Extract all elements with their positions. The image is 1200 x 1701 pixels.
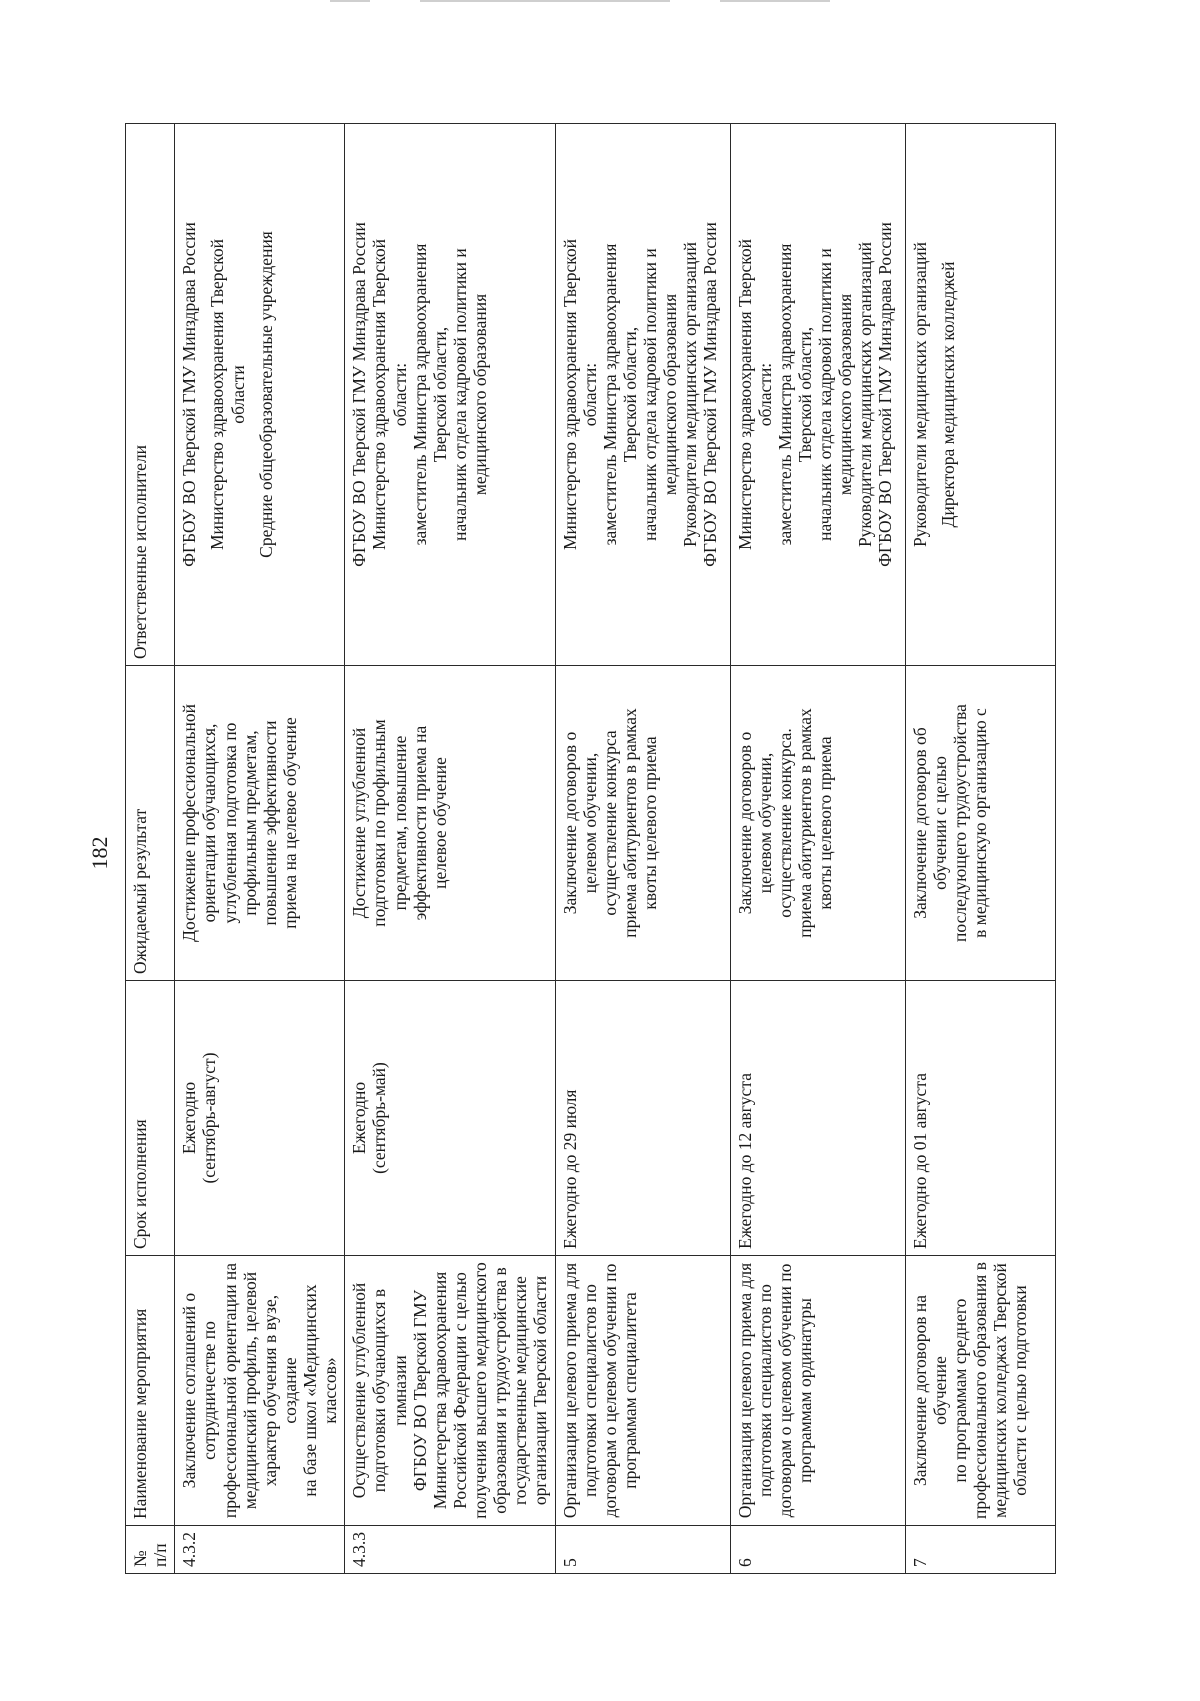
responsible-line: заместитель Министра здравоохранения — [409, 243, 430, 546]
rotated-sheet — [125, 124, 1031, 1574]
row-number: 4.3.2 — [175, 1526, 345, 1574]
responsible-line: Тверской области, — [619, 326, 640, 463]
result-line: профильным предметам, — [239, 730, 260, 916]
activity-line: программам специалитета — [619, 1292, 640, 1489]
result-cell — [345, 666, 555, 981]
activity-cell — [175, 1256, 345, 1526]
activity-line: Министерства здравоохранения — [429, 1271, 450, 1510]
result-cell — [555, 666, 730, 981]
activity-line: медицинский профиль, целевой — [239, 1271, 260, 1510]
result-line: приема на целевое обучение — [279, 717, 300, 929]
responsible-line: медицинского образования — [835, 293, 856, 496]
term-cell — [345, 981, 555, 1256]
term-line: Ежегодно — [349, 1081, 370, 1155]
result-line: предметам, повышение — [389, 735, 410, 911]
activity-line: ФГБОУ ВО Тверской ГМУ — [409, 1289, 430, 1492]
row-number: 4.3.3 — [345, 1526, 555, 1574]
result-line: осуществление конкурса — [599, 730, 620, 916]
row-number: 7 — [905, 1526, 1055, 1574]
table-row — [905, 124, 1055, 1574]
result-line: целевом обучении, — [754, 752, 775, 894]
activity-line: получения высшего медицинского — [470, 1262, 490, 1519]
result-line: приема абитуриентов в рамках — [794, 708, 815, 938]
responsible-line: области — [227, 365, 248, 424]
term-line: Ежегодно — [179, 1081, 200, 1155]
result-line: Достижение углубленной — [349, 727, 370, 919]
row-number: 6 — [730, 1526, 905, 1574]
table-row — [175, 124, 345, 1574]
scan-edge-mark — [330, 0, 370, 2]
activity-line: характер обучения в вузе, создание — [259, 1294, 300, 1487]
activity-line: договорам о целевом обучении по — [599, 1263, 620, 1518]
activity-line: на базе школ «Медицинских классов» — [300, 1284, 341, 1497]
activity-line: Заключение договоров на обучение — [909, 1295, 950, 1486]
responsible-line: заместитель Министра здравоохранения — [599, 243, 620, 546]
activity-line: программам ординатуры — [794, 1298, 815, 1483]
activity-line: Организация целевого приема для — [559, 1262, 580, 1519]
result-line: квоты целевого приема — [640, 736, 660, 910]
result-line: ориентации обучающихся, — [199, 723, 220, 923]
result-line: повышение эффективности — [259, 720, 280, 926]
activity-line: Организация целевого приема для — [734, 1262, 755, 1519]
responsible-line: медицинского образования — [660, 293, 681, 496]
result-line: приема абитуриентов в рамках — [619, 708, 640, 938]
responsible-line: ФГБОУ ВО Тверской ГМУ Минздрава России — [179, 222, 200, 567]
responsible-line: Средние общеобразовательные учреждения — [255, 231, 276, 558]
scan-edge-mark — [720, 0, 830, 2]
result-cell — [175, 666, 345, 981]
activity-line: медицинских колледжах Тверской — [990, 1263, 1010, 1518]
result-line: квоты целевого приема — [815, 736, 835, 910]
responsible-cell — [345, 124, 555, 666]
activity-line: подготовки обучающихся в гимназии — [369, 1288, 410, 1493]
term-line: Ежегодно до 01 августа — [909, 1073, 930, 1249]
page-number: 182 — [87, 836, 112, 870]
activity-line: образования и трудоустройства в — [490, 1267, 511, 1514]
term-line: (сентябрь-август) — [199, 1052, 220, 1184]
scan-edge-mark — [420, 0, 670, 2]
activity-line: договорам о целевом обучении по — [774, 1263, 795, 1518]
responsible-line: Директора медицинских колледжей — [937, 261, 958, 528]
responsible-line: Министерство здравоохранения Тверской — [207, 238, 228, 551]
result-line: в медицинскую организацию с — [969, 708, 990, 938]
term-cell — [555, 981, 730, 1256]
table-row — [730, 124, 905, 1574]
responsible-line: Руководители медицинских организаций — [855, 241, 876, 548]
responsible-line: ФГБОУ ВО Тверской ГМУ Минздрава России — [349, 222, 370, 567]
activity-line: государственные медицинские — [510, 1276, 531, 1505]
responsible-cell — [730, 124, 905, 666]
activity-line: области с целью подготовки — [1010, 1285, 1031, 1496]
activity-line: подготовки специалистов по — [579, 1284, 600, 1497]
responsible-line: Министерство здравоохранения Тверской — [559, 238, 580, 551]
result-line: Достижение профессиональной — [179, 704, 200, 942]
activity-line: организации Тверской области — [530, 1275, 551, 1506]
table-row — [345, 124, 555, 1574]
result-line: целевое обучение — [429, 757, 450, 889]
term-line: Ежегодно до 12 августа — [734, 1073, 755, 1249]
result-line: Заключение договоров о — [559, 731, 580, 915]
header-activity: Наименование мероприятия — [126, 1256, 175, 1526]
header-row — [126, 124, 175, 1574]
activities-table — [125, 123, 1056, 1574]
responsible-line: начальник отдела кадровой политики и — [815, 248, 835, 541]
table-body — [175, 124, 1055, 1574]
activity-line: Российской Федерации с целью — [449, 1272, 470, 1509]
header-term: Срок исполнения — [126, 981, 175, 1256]
responsible-line: области: — [579, 362, 600, 427]
activity-line: подготовки специалистов по — [754, 1284, 775, 1497]
result-line: подготовки по профильным — [369, 719, 390, 927]
activity-cell — [555, 1256, 730, 1526]
responsible-cell — [555, 124, 730, 666]
term-line: (сентябрь-май) — [369, 1062, 390, 1174]
responsible-line: ФГБОУ ВО Тверской ГМУ Минздрава России — [875, 222, 896, 567]
header-number-line: п/п — [150, 1543, 171, 1567]
activity-line: Заключение соглашений о — [179, 1292, 200, 1489]
header-number — [126, 1526, 175, 1574]
responsible-line: области: — [754, 362, 775, 427]
responsible-line: заместитель Министра здравоохранения — [774, 243, 795, 546]
responsible-line: Тверской области, — [794, 326, 815, 463]
term-cell — [175, 981, 345, 1256]
activity-cell — [345, 1256, 555, 1526]
responsible-line: ФГБОУ ВО Тверской ГМУ Минздрава России — [700, 222, 721, 567]
result-line: углубленная подготовка по — [219, 722, 240, 924]
responsible-line: начальник отдела кадровой политики и — [449, 248, 470, 541]
responsible-line: Руководители медицинских организаций — [909, 241, 930, 548]
table-row — [555, 124, 730, 1574]
activity-line: Осуществление углубленной — [349, 1282, 370, 1499]
activity-cell — [905, 1256, 1055, 1526]
activity-cell — [730, 1256, 905, 1526]
responsible-line: области: — [389, 362, 410, 427]
result-cell — [905, 666, 1055, 981]
responsible-line: Руководители медицинских организаций — [680, 241, 701, 548]
term-cell — [730, 981, 905, 1256]
responsible-line: начальник отдела кадровой политики и — [640, 248, 660, 541]
result-line: осуществление конкурса. — [774, 728, 795, 918]
activity-line: профессионального образования в — [969, 1262, 990, 1519]
activity-line: сотрудничестве по — [199, 1321, 220, 1460]
paragraph-gap — [248, 130, 256, 659]
result-line: Заключение договоров о — [734, 731, 755, 915]
result-line: обучении с целью — [929, 756, 950, 890]
result-line: последующего трудоустройства — [949, 704, 970, 942]
responsible-line: Тверской области, — [429, 326, 450, 463]
responsible-line: медицинского образования — [470, 293, 490, 496]
activity-line: по программам среднего — [949, 1298, 970, 1483]
term-line: Ежегодно до 29 июля — [559, 1089, 580, 1249]
paragraph-gap — [930, 130, 938, 659]
responsible-cell — [175, 124, 345, 666]
result-line: целевом обучении, — [579, 752, 600, 894]
paragraph-gap — [199, 130, 207, 659]
header-result: Ожидаемый результат — [126, 666, 175, 981]
term-cell — [905, 981, 1055, 1256]
activity-line: профессиональной ориентации на — [219, 1262, 240, 1519]
result-line: эффективности приема на — [409, 725, 430, 921]
header-responsible: Ответственные исполнители — [126, 124, 175, 666]
responsible-cell — [905, 124, 1055, 666]
result-cell — [730, 666, 905, 981]
responsible-line: Министерство здравоохранения Тверской — [369, 238, 390, 551]
header-number-line: № — [130, 1550, 150, 1567]
responsible-line: Министерство здравоохранения Тверской — [734, 238, 755, 551]
result-line: Заключение договоров об — [909, 727, 930, 919]
row-number: 5 — [555, 1526, 730, 1574]
